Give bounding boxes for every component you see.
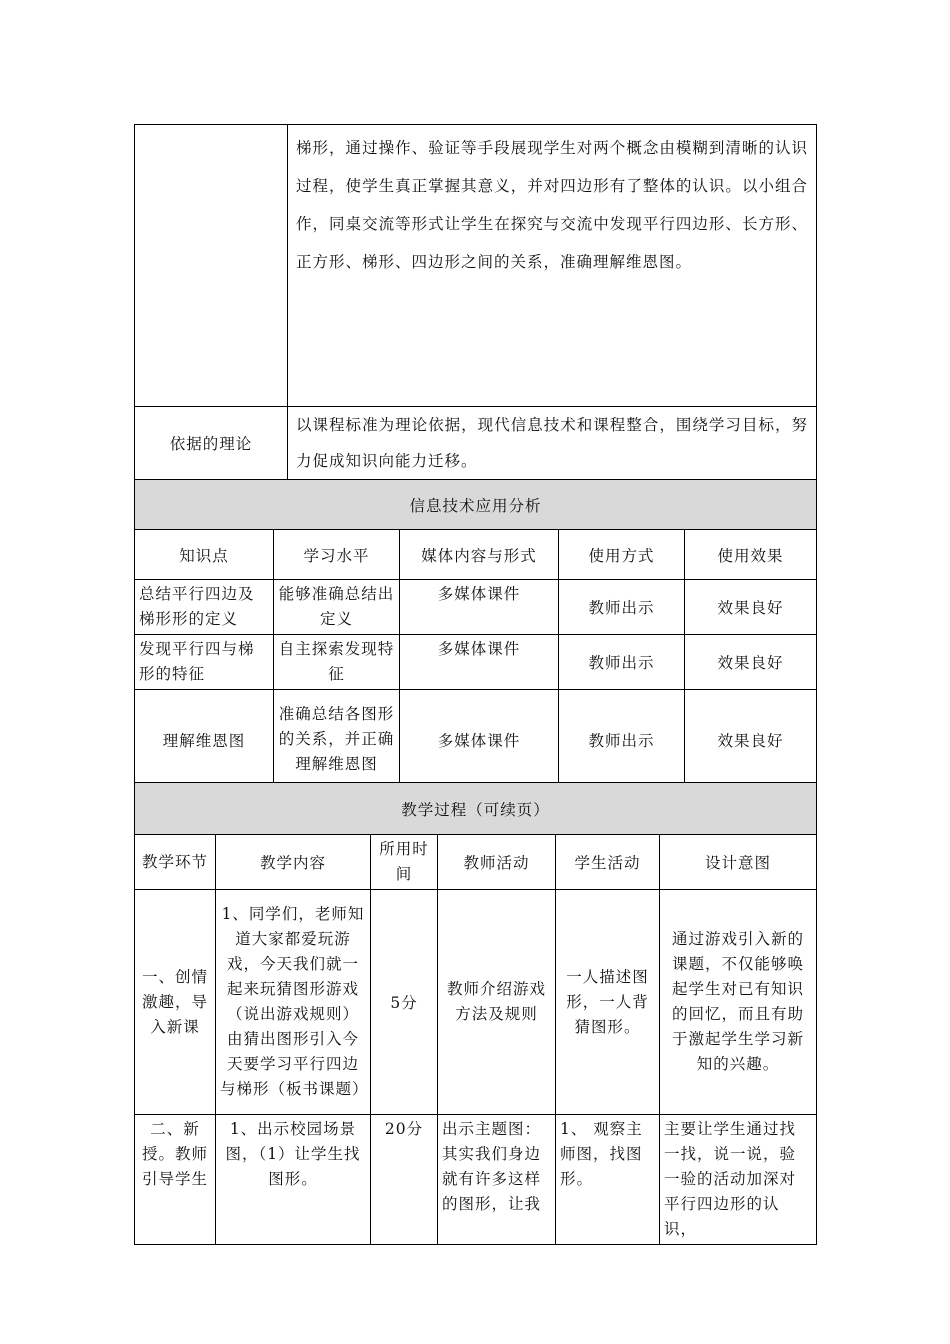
it-cell: 多媒体课件 (400, 690, 559, 790)
it-header-media: 媒体内容与形式 (400, 530, 559, 580)
table-row (135, 635, 817, 690)
process-cell: 1、 观察主师图，找图形。 (556, 1115, 660, 1245)
it-cell: 总结平行四边及梯形形的定义 (135, 580, 274, 635)
process-header-time: 所用时间 (371, 835, 438, 890)
it-cell: 多媒体课件 (400, 635, 559, 690)
process-cell: 教师介绍游戏方法及规则 (438, 890, 556, 1115)
process-cell: 一人描述图形，一人背猜图形。 (556, 890, 660, 1115)
it-cell: 效果良好 (685, 580, 817, 635)
it-cell: 多媒体课件 (400, 580, 559, 635)
empty-label-cell (135, 125, 288, 407)
process-header-content: 教学内容 (216, 835, 371, 890)
process-cell: 主要让学生通过找一找，说一说，验一验的活动加深对平行四边形的认识， (660, 1115, 817, 1245)
it-header-effect: 使用效果 (685, 530, 817, 580)
table-row (135, 580, 817, 635)
process-cell: 出示主题图：其实我们身边就有许多这样的图形，让我 (438, 1115, 556, 1245)
intro-paragraph: 梯形，通过操作、验证等手段展现学生对两个概念由模糊到清晰的认识过程，使学生真正掌握其意义，并对四边形有了整体的认识。以小组合作，同桌交流等形式让学生在探究与交流中发现平行四边形、长方形、正方形、梯形、四边形之间的关系，准确理解维恩图。 (288, 125, 817, 407)
it-header-usage: 使用方式 (559, 530, 685, 580)
it-header-knowledge: 知识点 (135, 530, 274, 580)
it-cell: 教师出示 (559, 690, 685, 790)
table-row (135, 890, 817, 1115)
it-cell: 发现平行四与梯形的特征 (135, 635, 274, 690)
it-cell: 准确总结各图形的关系，并正确理解维恩图 (274, 690, 400, 790)
theory-label: 依据的理论 (135, 407, 288, 480)
it-cell: 理解维恩图 (135, 690, 274, 790)
process-cell: 1、出示校园场景图，（1）让学生找图形。 (216, 1115, 371, 1245)
process-table (134, 782, 817, 1245)
process-title: 教学过程（可续页） (135, 783, 817, 835)
it-cell: 效果良好 (685, 690, 817, 790)
it-cell: 教师出示 (559, 635, 685, 690)
it-cell: 效果良好 (685, 635, 817, 690)
process-cell: 一、创情激趣，导入新课 (135, 890, 216, 1115)
it-cell: 能够准确总结出定义 (274, 580, 400, 635)
process-cell: 20分 (371, 1115, 438, 1245)
it-analysis-table (134, 479, 817, 790)
table-row (135, 690, 817, 790)
process-header-student: 学生活动 (556, 835, 660, 890)
process-header-teacher: 教师活动 (438, 835, 556, 890)
process-cell: 二、新授。教师引导学生 (135, 1115, 216, 1245)
intro-table (134, 124, 817, 480)
process-header-intent: 设计意图 (660, 835, 817, 890)
theory-text: 以课程标准为理论依据，现代信息技术和课程整合，围绕学习目标，努力促成知识向能力迁移。 (288, 407, 817, 480)
table-row (135, 1115, 817, 1245)
it-analysis-title: 信息技术应用分析 (135, 480, 817, 530)
it-cell: 自主探索发现特征 (274, 635, 400, 690)
it-cell: 教师出示 (559, 580, 685, 635)
it-header-level: 学习水平 (274, 530, 400, 580)
process-cell: 1、同学们，老师知道大家都爱玩游戏，今天我们就一起来玩猜图形游戏（说出游戏规则）由猜出图形引入今天要学习平行四边与梯形（板书课题） (216, 890, 371, 1115)
process-header-stage: 教学环节 (135, 835, 216, 890)
process-cell: 通过游戏引入新的课题，不仅能够唤起学生对已有知识的回忆，而且有助于激起学生学习新知的兴趣。 (660, 890, 817, 1115)
process-cell: 5分 (371, 890, 438, 1115)
